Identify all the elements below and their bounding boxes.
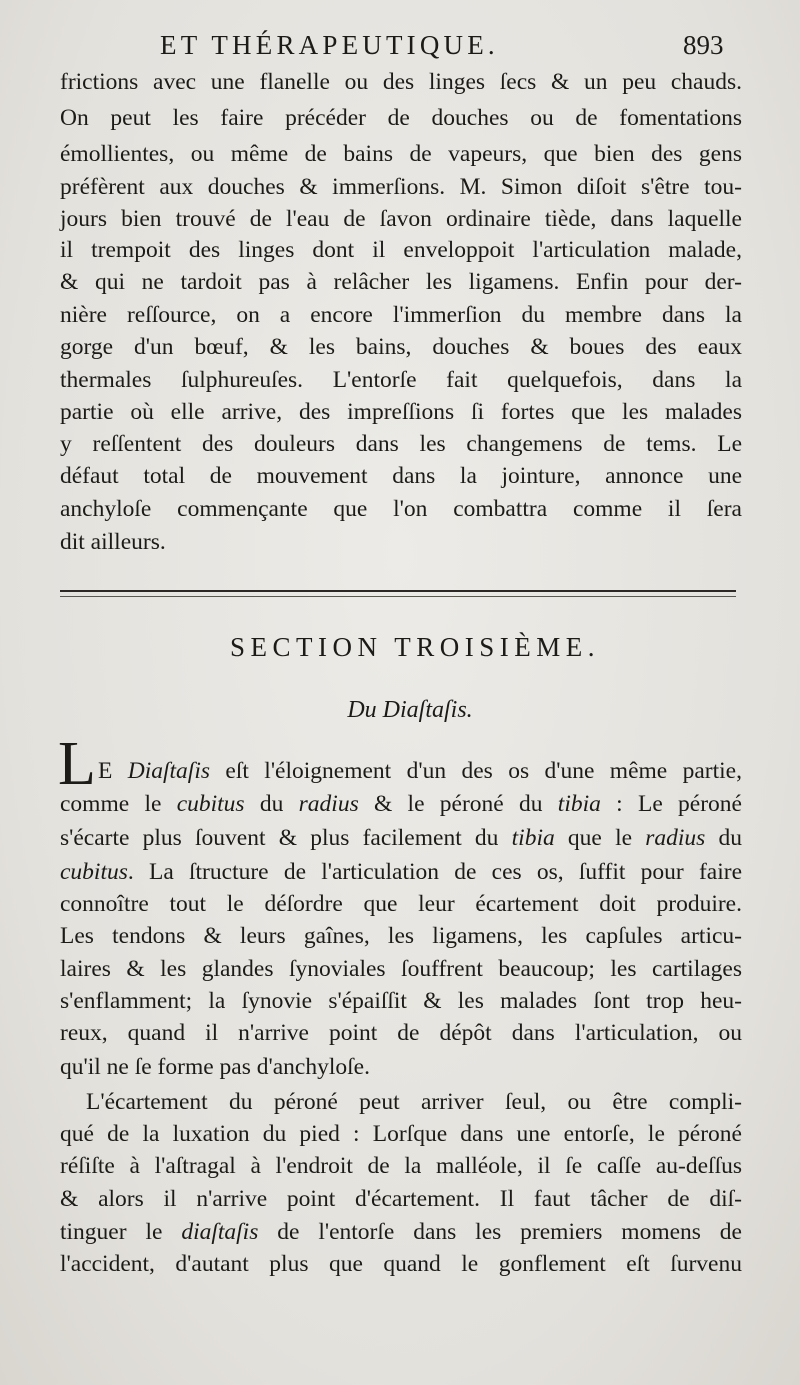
text-line: On peut les faire précéder de douches ou de fomentations xyxy=(60,105,742,131)
text-line: Les tendons & leurs gaînes, les ligamens, les capſules articu- xyxy=(60,923,742,949)
text-run: du xyxy=(244,791,299,817)
text-line: reux, quand il n'arrive point de dépôt dans l'articulation, ou xyxy=(60,1020,742,1046)
text-run: tinguer le xyxy=(60,1219,182,1245)
section-title: SECTION TROISIÈME. xyxy=(229,632,600,662)
text-line: nière reſſource, on a encore l'immerſion du membre dans la xyxy=(60,302,742,328)
section-subtitle: Du Diaſtaſis. xyxy=(347,697,473,723)
text-line: frictions avec une flanelle ou des linges ſecs & un peu chauds. xyxy=(60,69,742,95)
text-line: réſiſte à l'aſtragal à l'endroit de la malléole, il ſe caſſe au-deſſus xyxy=(60,1153,742,1179)
text-line: L'écartement du péroné peut arriver ſeul, ou être compli- xyxy=(86,1089,742,1115)
text-run: du xyxy=(705,825,743,851)
italic-term: tibia xyxy=(557,791,601,817)
text-line xyxy=(60,1216,742,1248)
page-header xyxy=(0,30,800,64)
italic-term: radius xyxy=(298,791,359,817)
italic-term: cubitus xyxy=(60,859,128,885)
italic-term: tibia xyxy=(511,825,555,851)
text-run: de l'entorſe dans les premiers momens de xyxy=(258,1219,742,1245)
text-line: & qui ne tardoit pas à relâcher les ligamens. Enfin pour der- xyxy=(60,269,742,295)
text-line: thermales ſulphureuſes. L'entorſe fait quelquefois, dans la xyxy=(60,367,742,393)
text-run: & le péroné du xyxy=(358,791,558,817)
text-line: connoître tout le déſordre que leur écartement doit produire. xyxy=(60,891,742,917)
text-line: s'enflamment; la ſynovie s'épaiſſit & les malades ſont trop heu- xyxy=(60,988,742,1014)
italic-term: diaſtaſis xyxy=(181,1219,259,1245)
text-line: l'accident, d'autant plus que quand le gonflement eſt ſurvenu xyxy=(60,1251,742,1277)
italic-term: cubitus xyxy=(176,791,245,817)
running-head: ET THÉRAPEUTIQUE. xyxy=(160,30,499,60)
italic-term: Diaſtaſis xyxy=(127,758,211,784)
text-line xyxy=(60,822,742,854)
text-run: . La ſtructure de l'articulation de ces os, ſuffit pour faire xyxy=(127,859,742,885)
text-line: partie où elle arrive, des impreſſions ſi fortes que les malades xyxy=(60,399,742,425)
text-line xyxy=(60,856,742,888)
drop-cap: L xyxy=(58,730,96,798)
text-run: comme le xyxy=(60,791,177,817)
text-line: qué de la luxation du pied : Lorſque dans une entorſe, le péroné xyxy=(60,1121,742,1147)
text-line: préfèrent aux douches & immerſions. M. Simon diſoit s'être tou- xyxy=(60,174,742,200)
text-run: s'écarte plus ſouvent & plus facilement du xyxy=(60,825,512,851)
text-line: dit ailleurs. xyxy=(60,529,166,555)
text-run: E xyxy=(98,758,128,784)
text-line: gorge d'un bœuf, & les bains, douches & boues des eaux xyxy=(60,334,742,360)
page-number: 893 xyxy=(683,30,724,60)
text-line: y reſſentent des douleurs dans les changemens de tems. Le xyxy=(60,431,742,457)
text-line: jours bien trouvé de l'eau de ſavon ordinaire tiède, dans laquelle xyxy=(60,206,742,232)
italic-term: radius xyxy=(645,825,706,851)
text-run: que le xyxy=(554,825,646,851)
text-line xyxy=(98,755,742,787)
text-line: il trempoit des linges dont il enveloppoit l'articulation malade, xyxy=(60,237,742,263)
text-line: laires & les glandes ſynoviales ſouffrent beaucoup; les cartilages xyxy=(60,956,742,982)
text-run: eſt l'éloignement d'un des os d'une même partie, xyxy=(210,758,742,784)
text-line: & alors il n'arrive point d'écartement. Il faut tâcher de diſ- xyxy=(60,1186,742,1212)
text-line: qu'il ne ſe forme pas d'anchyloſe. xyxy=(60,1054,370,1080)
section-divider-thin xyxy=(60,596,736,597)
section-divider xyxy=(60,590,736,592)
text-run: : Le péroné xyxy=(600,791,742,817)
text-line: anchyloſe commençante que l'on combattra comme il ſera xyxy=(60,496,742,522)
text-line: émollientes, ou même de bains de vapeurs, que bien des gens xyxy=(60,141,742,167)
text-line xyxy=(60,788,742,820)
text-line: défaut total de mouvement dans la jointure, annonce une xyxy=(60,463,742,489)
